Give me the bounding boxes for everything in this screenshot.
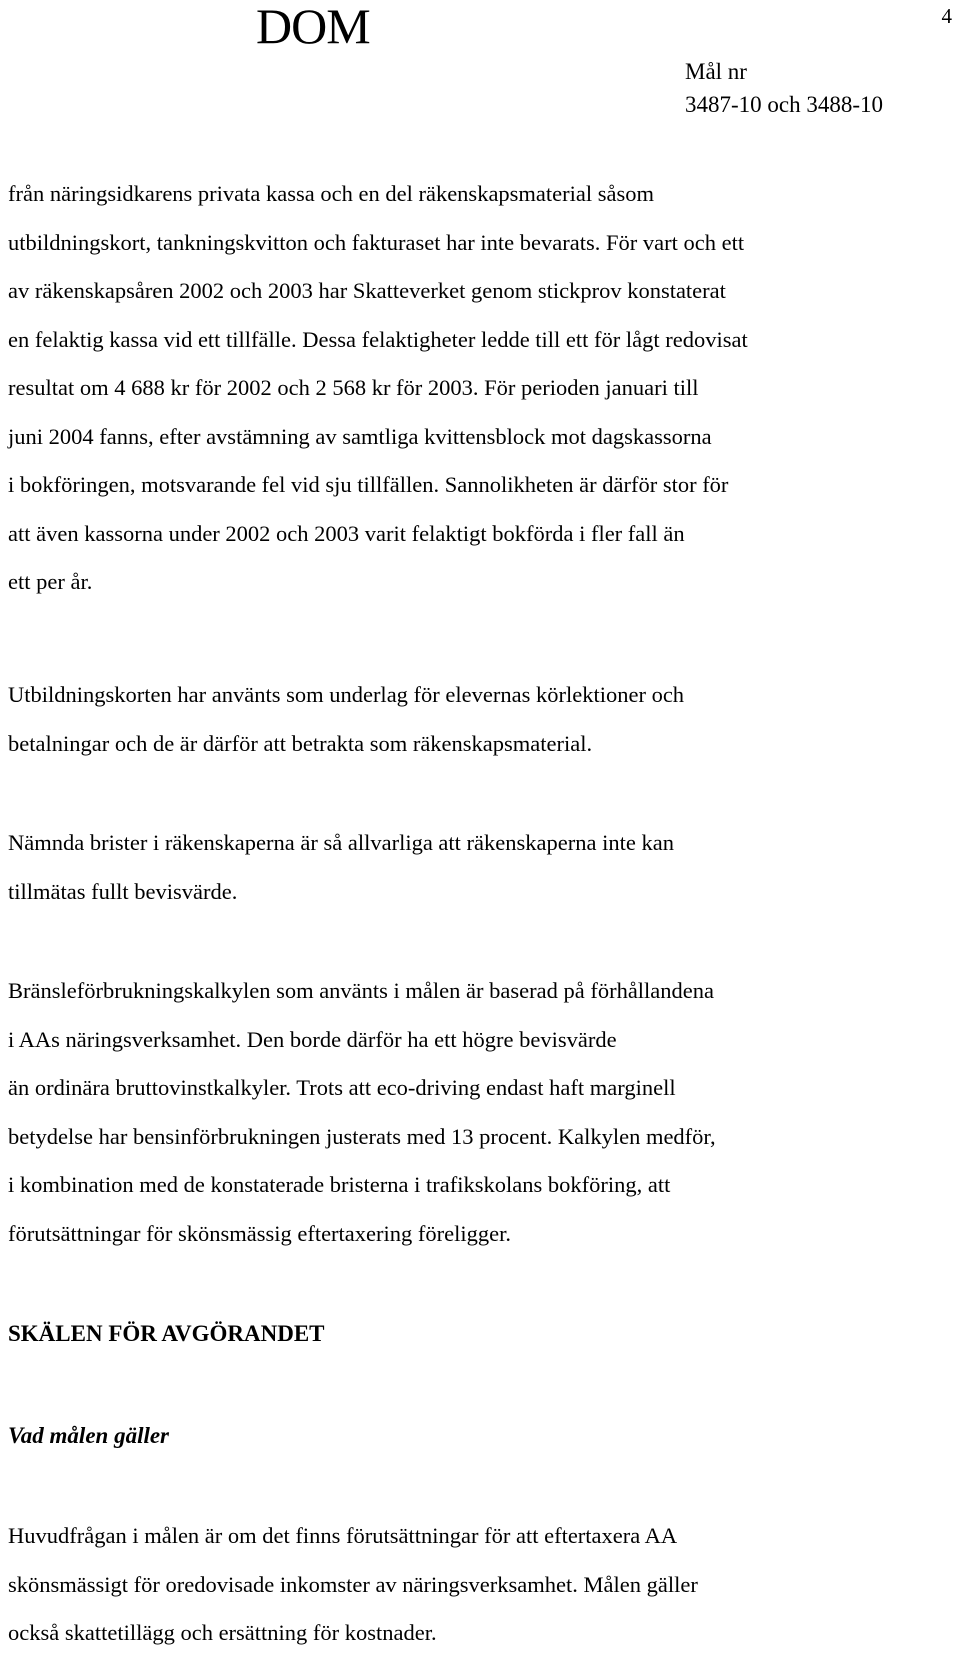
text-line: utbildningskort, tankningskvitton och fakturaset har inte bevarats. För vart och ett xyxy=(8,229,745,255)
text-line: också skattetillägg och ersättning för kostnader. xyxy=(8,1620,437,1645)
text-line: förutsättningar för skönsmässig eftertaxering föreligger. xyxy=(8,1220,511,1246)
text-line: från näringsidkarens privata kassa och en del räkenskapsmaterial såsom xyxy=(8,181,655,206)
paragraph-5 xyxy=(8,1512,948,1658)
text-line: juni 2004 fanns, efter avstämning av samtliga kvittensblock mot dagskassorna xyxy=(8,423,712,449)
text-line: Bränsleförbrukningskalkylen som använts i målen är baserad på förhållandena xyxy=(8,978,715,1003)
text-line: en felaktig kassa vid ett tillfälle. Dessa felaktigheter ledde till ett för lågt redovisat xyxy=(8,326,748,352)
text-line: tillmätas fullt bevisvärde. xyxy=(8,878,238,904)
text-line: resultat om 4 688 kr för 2002 och 2 568 kr för 2003. För perioden januari till xyxy=(8,375,699,400)
text-line: att även kassorna under 2002 och 2003 varit felaktigt bokförda i fler fall än xyxy=(8,520,685,546)
text-line: i bokföringen, motsvarande fel vid sju tillfällen. Sannolikheten är därför stor för xyxy=(8,472,729,497)
text-line: i AAs näringsverksamhet. Den borde därför ha ett högre bevisvärde xyxy=(8,1026,617,1052)
text-line: än ordinära bruttovinstkalkyler. Trots att eco-driving endast haft marginell xyxy=(8,1075,676,1100)
text-line: av räkenskapsåren 2002 och 2003 har Skatteverket genom stickprov konstaterat xyxy=(8,278,726,303)
paragraph-4 xyxy=(8,967,948,1258)
section-heading: SKÄLEN FÖR AVGÖRANDET xyxy=(8,1321,325,1346)
case-number-label: Mål nr xyxy=(685,59,747,84)
text-line: Nämnda brister i räkenskaperna är så allvarliga att räkenskaperna inte kan xyxy=(8,830,674,855)
text-line: betydelse har bensinförbrukningen justerats med 13 procent. Kalkylen medför, xyxy=(8,1123,716,1149)
text-line: betalningar och de är därför att betrakta som räkenskapsmaterial. xyxy=(8,730,593,756)
subheading: Vad målen gäller xyxy=(8,1423,170,1448)
paragraph-3 xyxy=(8,819,948,916)
document-title: DOM xyxy=(256,0,370,54)
paragraph-2 xyxy=(8,671,948,768)
text-line: Utbildningskorten har använts som underlag för elevernas körlektioner och xyxy=(8,682,685,707)
case-number: 3487-10 och 3488-10 xyxy=(685,92,884,117)
page-number: 4 xyxy=(941,4,952,28)
text-line: ett per år. xyxy=(8,569,93,594)
text-line: skönsmässigt för oredovisade inkomster av näringsverksamhet. Målen gäller xyxy=(8,1571,698,1597)
text-line: Huvudfrågan i målen är om det finns förutsättningar för att eftertaxera AA xyxy=(8,1523,678,1548)
text-line: i kombination med de konstaterade bristerna i trafikskolans bokföring, att xyxy=(8,1172,671,1197)
paragraph-1 xyxy=(8,170,948,607)
